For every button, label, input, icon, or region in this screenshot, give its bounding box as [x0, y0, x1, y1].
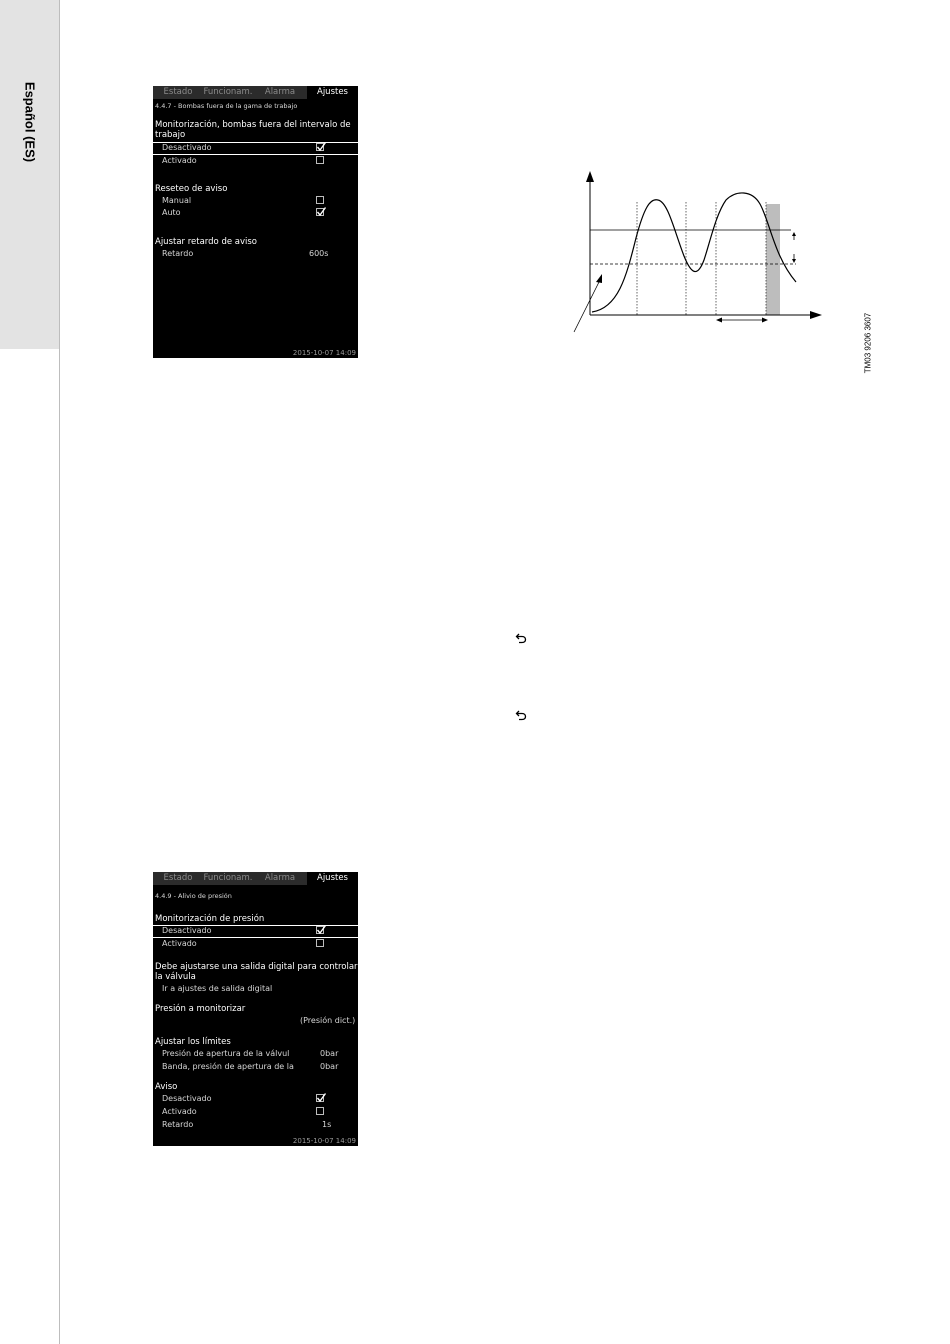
- pointer-arrow-icon: [596, 274, 602, 283]
- x-axis-arrow-icon: [810, 311, 822, 319]
- limit-apertura-value[interactable]: 0bar: [320, 1049, 339, 1058]
- checkbox-manual[interactable]: [316, 196, 324, 204]
- option-manual[interactable]: Manual: [162, 196, 192, 205]
- page-divider: [59, 0, 60, 1344]
- option-activado[interactable]: Activado: [162, 939, 197, 948]
- tab-ajustes[interactable]: Ajustes: [307, 872, 358, 885]
- checkbox-desactivado[interactable]: [316, 143, 324, 151]
- limit-banda-label: Banda, presión de apertura de la: [162, 1062, 294, 1071]
- pressure-source-value[interactable]: (Presión dict.): [300, 1016, 356, 1025]
- delay-span-left-arrow-icon: [716, 318, 722, 323]
- y-axis-arrow-icon: [586, 171, 594, 182]
- limit-apertura-label: Presión de apertura de la válvul: [162, 1049, 290, 1058]
- language-side-tab: [0, 0, 59, 349]
- tab-alarma[interactable]: Alarma: [264, 87, 296, 97]
- checkbox-auto[interactable]: [316, 208, 324, 216]
- checkbox-desactivado[interactable]: [316, 926, 324, 934]
- tab-funcionamiento[interactable]: Funcionam.: [203, 87, 253, 97]
- back-arrow-icon: [515, 709, 527, 721]
- check-icon: [316, 206, 327, 217]
- check-icon: [316, 1092, 327, 1103]
- section-heading-aviso: Aviso: [155, 1082, 178, 1092]
- retardo-label: Retardo: [162, 249, 194, 258]
- figure-code: TM03 9206 3607: [863, 312, 873, 374]
- limit-banda-value[interactable]: 0bar: [320, 1062, 339, 1071]
- retardo-value[interactable]: 600s: [309, 249, 329, 258]
- display-screen-alivio-presion: [153, 872, 358, 1146]
- delay-span-right-arrow-icon: [762, 318, 768, 323]
- checkbox-aviso-activado[interactable]: [316, 1107, 324, 1115]
- language-label: Español (ES): [22, 81, 38, 163]
- tab-bar: [153, 872, 358, 885]
- option-desactivado[interactable]: Desactivado: [162, 143, 212, 152]
- aviso-retardo-label: Retardo: [162, 1120, 194, 1129]
- section-heading-limites: Ajustar los límites: [155, 1037, 231, 1047]
- tab-estado[interactable]: Estado: [163, 87, 193, 97]
- tolerance-arrow-up-icon: [792, 232, 796, 236]
- check-icon: [316, 924, 327, 935]
- pointer-line: [574, 280, 600, 332]
- digital-output-note: Debe ajustarse una salida digital para controlar: [155, 962, 358, 972]
- tab-bar: [153, 86, 358, 99]
- shaded-alarm-zone: [766, 204, 780, 315]
- tab-alarma[interactable]: Alarma: [264, 873, 296, 883]
- display-screen-bombas-fuera-gama: [153, 86, 358, 358]
- timestamp: 2015-10-07 14:09: [292, 349, 356, 357]
- breadcrumb: 4.4.9 - Alivio de presión: [155, 892, 232, 900]
- option-desactivado[interactable]: Desactivado: [162, 926, 212, 935]
- pressure-curve: [592, 193, 796, 312]
- checkbox-activado[interactable]: [316, 939, 324, 947]
- option-activado[interactable]: Activado: [162, 156, 197, 165]
- checkbox-activado[interactable]: [316, 156, 324, 164]
- tab-estado[interactable]: Estado: [163, 873, 193, 883]
- timestamp: 2015-10-07 14:09: [292, 1137, 356, 1145]
- tab-funcionamiento[interactable]: Funcionam.: [203, 873, 253, 883]
- aviso-retardo-value[interactable]: 1s: [322, 1120, 332, 1129]
- checkbox-aviso-desactivado[interactable]: [316, 1094, 324, 1102]
- section-heading-monitorizacion-cont: trabajo: [155, 130, 186, 140]
- digital-output-note-cont: la válvula: [155, 972, 196, 982]
- check-icon: [316, 141, 327, 152]
- back-arrow-icon: [515, 632, 527, 644]
- tolerance-arrow-down-icon: [792, 259, 796, 263]
- section-heading-retardo: Ajustar retardo de aviso: [155, 237, 258, 247]
- tab-ajustes[interactable]: Ajustes: [307, 86, 358, 99]
- aviso-activado[interactable]: Activado: [162, 1107, 197, 1116]
- aviso-desactivado[interactable]: Desactivado: [162, 1094, 212, 1103]
- section-heading-monitorizacion: Monitorización, bombas fuera del intervalo de: [155, 120, 351, 130]
- section-heading-presion-monitorizar: Presión a monitorizar: [155, 1004, 246, 1014]
- breadcrumb: 4.4.7 - Bombas fuera de la gama de trabajo: [155, 102, 298, 110]
- link-salida-digital[interactable]: Ir a ajustes de salida digital: [162, 984, 273, 993]
- section-heading-monitorizacion-presion: Monitorización de presión: [155, 914, 265, 924]
- section-heading-reseteo: Reseteo de aviso: [155, 184, 228, 194]
- option-auto[interactable]: Auto: [162, 208, 181, 217]
- pump-range-diagram: [560, 160, 840, 350]
